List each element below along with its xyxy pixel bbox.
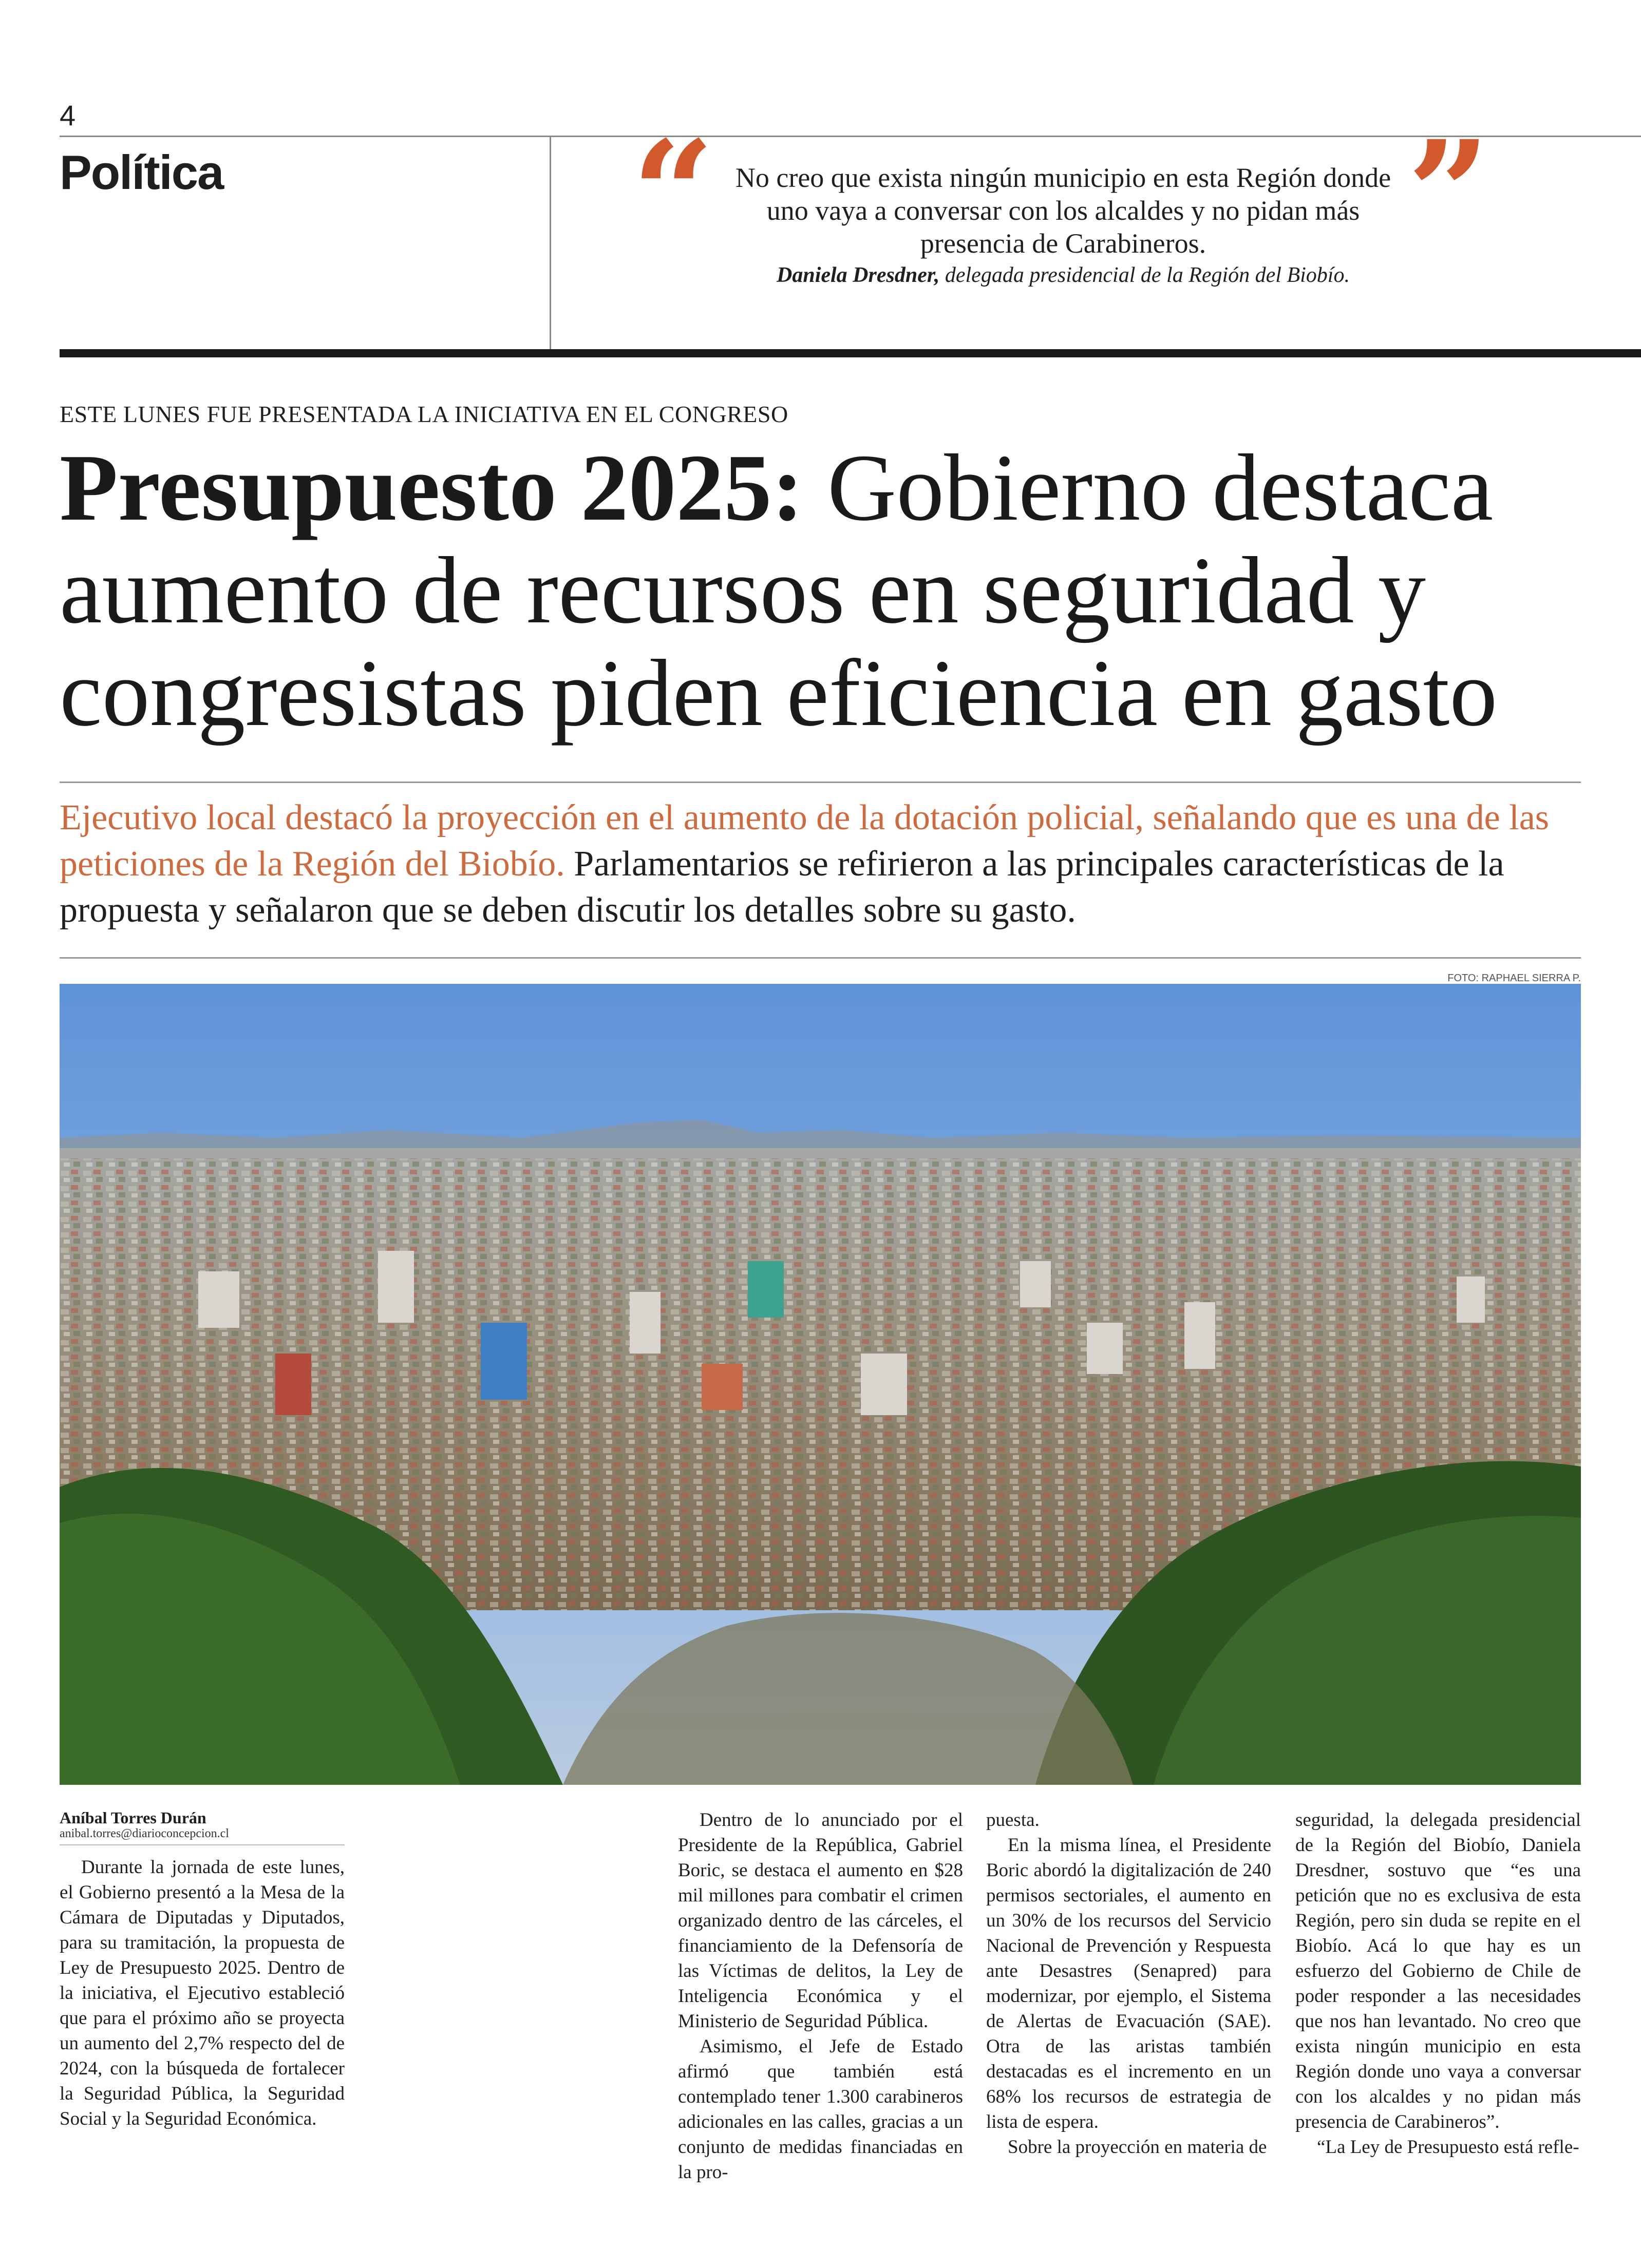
body-paragraph: “La Ley de Presupuesto está refle- — [1317, 2137, 1579, 2158]
header-divider — [550, 137, 551, 349]
byline-email: anibal.torres@diarioconcepcion.cl — [60, 1827, 229, 1840]
lead-rest: Parlamentarios se refirieron a las principales características de la propuesta y señalaron que se deben discutir los detalles sobre su gasto. — [60, 844, 1504, 930]
byline-name: Aníbal Torres Durán — [60, 1808, 206, 1827]
body-paragraph: En la misma línea, el Presidente Boric abordó la digitalización de 240 permisos sectoriales, el aumento en un 30% de los recursos del Servicio Nacional de Prevención y Respuesta ante Desastres (Senapred) para modernizar, por ejemplo, el Sistema de Alertas de Evacuación (SAE). Otra de las aristas también destacadas es el incremento en un 68% los recursos de estrategia de lista de espera. — [986, 1835, 1271, 2132]
body-column-3 — [986, 1807, 1271, 2160]
body-paragraph: Durante la jornada de este lunes, el Gobierno presentó a la Mesa de la Cámara de Diputadas y Diputados, para su tramitación, la propuesta de Ley de Presupuesto 2025. Dentro de la iniciativa, el Ejecutivo estableció que para el próximo año se proyecta un aumento del 2,7% respecto del de 2024, con la búsqueda de fortalecer la Seguridad Pública, la Seguridad Social y la Seguridad Económica. — [60, 1857, 345, 2129]
body-column-2 — [678, 1807, 963, 2185]
body-paragraph: puesta. — [986, 1809, 1040, 1831]
photo-credit: FOTO: RAPHAEL SIERRA P. — [1447, 973, 1581, 984]
lead-paragraph — [60, 795, 1590, 933]
body-paragraph: Sobre la proyección en materia de — [1008, 2137, 1267, 2158]
headline-bold: Presupuesto 2025: — [60, 435, 804, 541]
pull-quote-role: delegada presidencial de la Región del Biobío. — [945, 263, 1350, 287]
body-paragraph: seguridad, la delegada presidencial de la Región del Biobío, Daniela Dresdner, sostuvo que “es una petición que no es exclusiva de esta Región, pero sin duda se repite en el Biobío. Acá lo que hay es un esfuerzo del Gobierno de Chile de poder responder a las necesidades que nos han levantado. No creo que exista ningún municipio en esta Región donde uno vaya a conversar con los alcaldes y no pidan más presencia de Carabineros”. — [1295, 1809, 1581, 2132]
lead-rule — [60, 957, 1581, 959]
open-quote-icon: “ — [632, 109, 715, 278]
body-paragraph: Dentro de lo anunciado por el Presidente de la República, Gabriel Boric, se destaca el aumento en $28 mil millones para combatir el crimen organizado dentro de las cárceles, el financiamiento de la Defensoría de las Víctimas de delitos, la Ley de Inteligencia Económica y el Ministerio de Seguridad Pública. — [678, 1809, 963, 2032]
headline-rest: Gobierno destaca aumento de recursos en seguridad y congresistas piden eficiencia en gasto — [60, 435, 1498, 746]
kicker: ESTE LUNES FUE PRESENTADA LA INICIATIVA EN EL CONGRESO — [60, 401, 788, 427]
header-thick-rule — [60, 349, 1641, 357]
city-aerial-photo — [60, 984, 1581, 1785]
body-column-4 — [1295, 1807, 1581, 2160]
body-column-1 — [60, 1855, 345, 2131]
pull-quote-attribution — [729, 263, 1397, 288]
pull-quote-author: Daniela Dresdner, — [777, 263, 940, 287]
page-number: 4 — [60, 99, 76, 131]
pull-quote-text: No creo que exista ningún municipio en esta Región donde uno vaya a conversar con los alcaldes y no pidan más presencia de Carabineros. — [735, 162, 1391, 259]
headline — [60, 436, 1600, 745]
byline-rule — [60, 1844, 345, 1845]
close-quote-icon: ” — [1407, 109, 1491, 278]
headline-rule — [60, 782, 1581, 783]
lead-highlight: Ejecutivo local destacó la proyección en el aumento de la dotación policial, señalando que es una de las peticiones de la Región del Biobío. — [60, 798, 1550, 884]
body-paragraph: Asimismo, el Jefe de Estado afirmó que también está contemplado tener 1.300 carabineros adicionales en las calles, gracias a un conjunto de medidas financiadas en la pro- — [678, 2036, 963, 2183]
section-title: Política — [60, 145, 223, 199]
top-rule — [60, 136, 1641, 137]
